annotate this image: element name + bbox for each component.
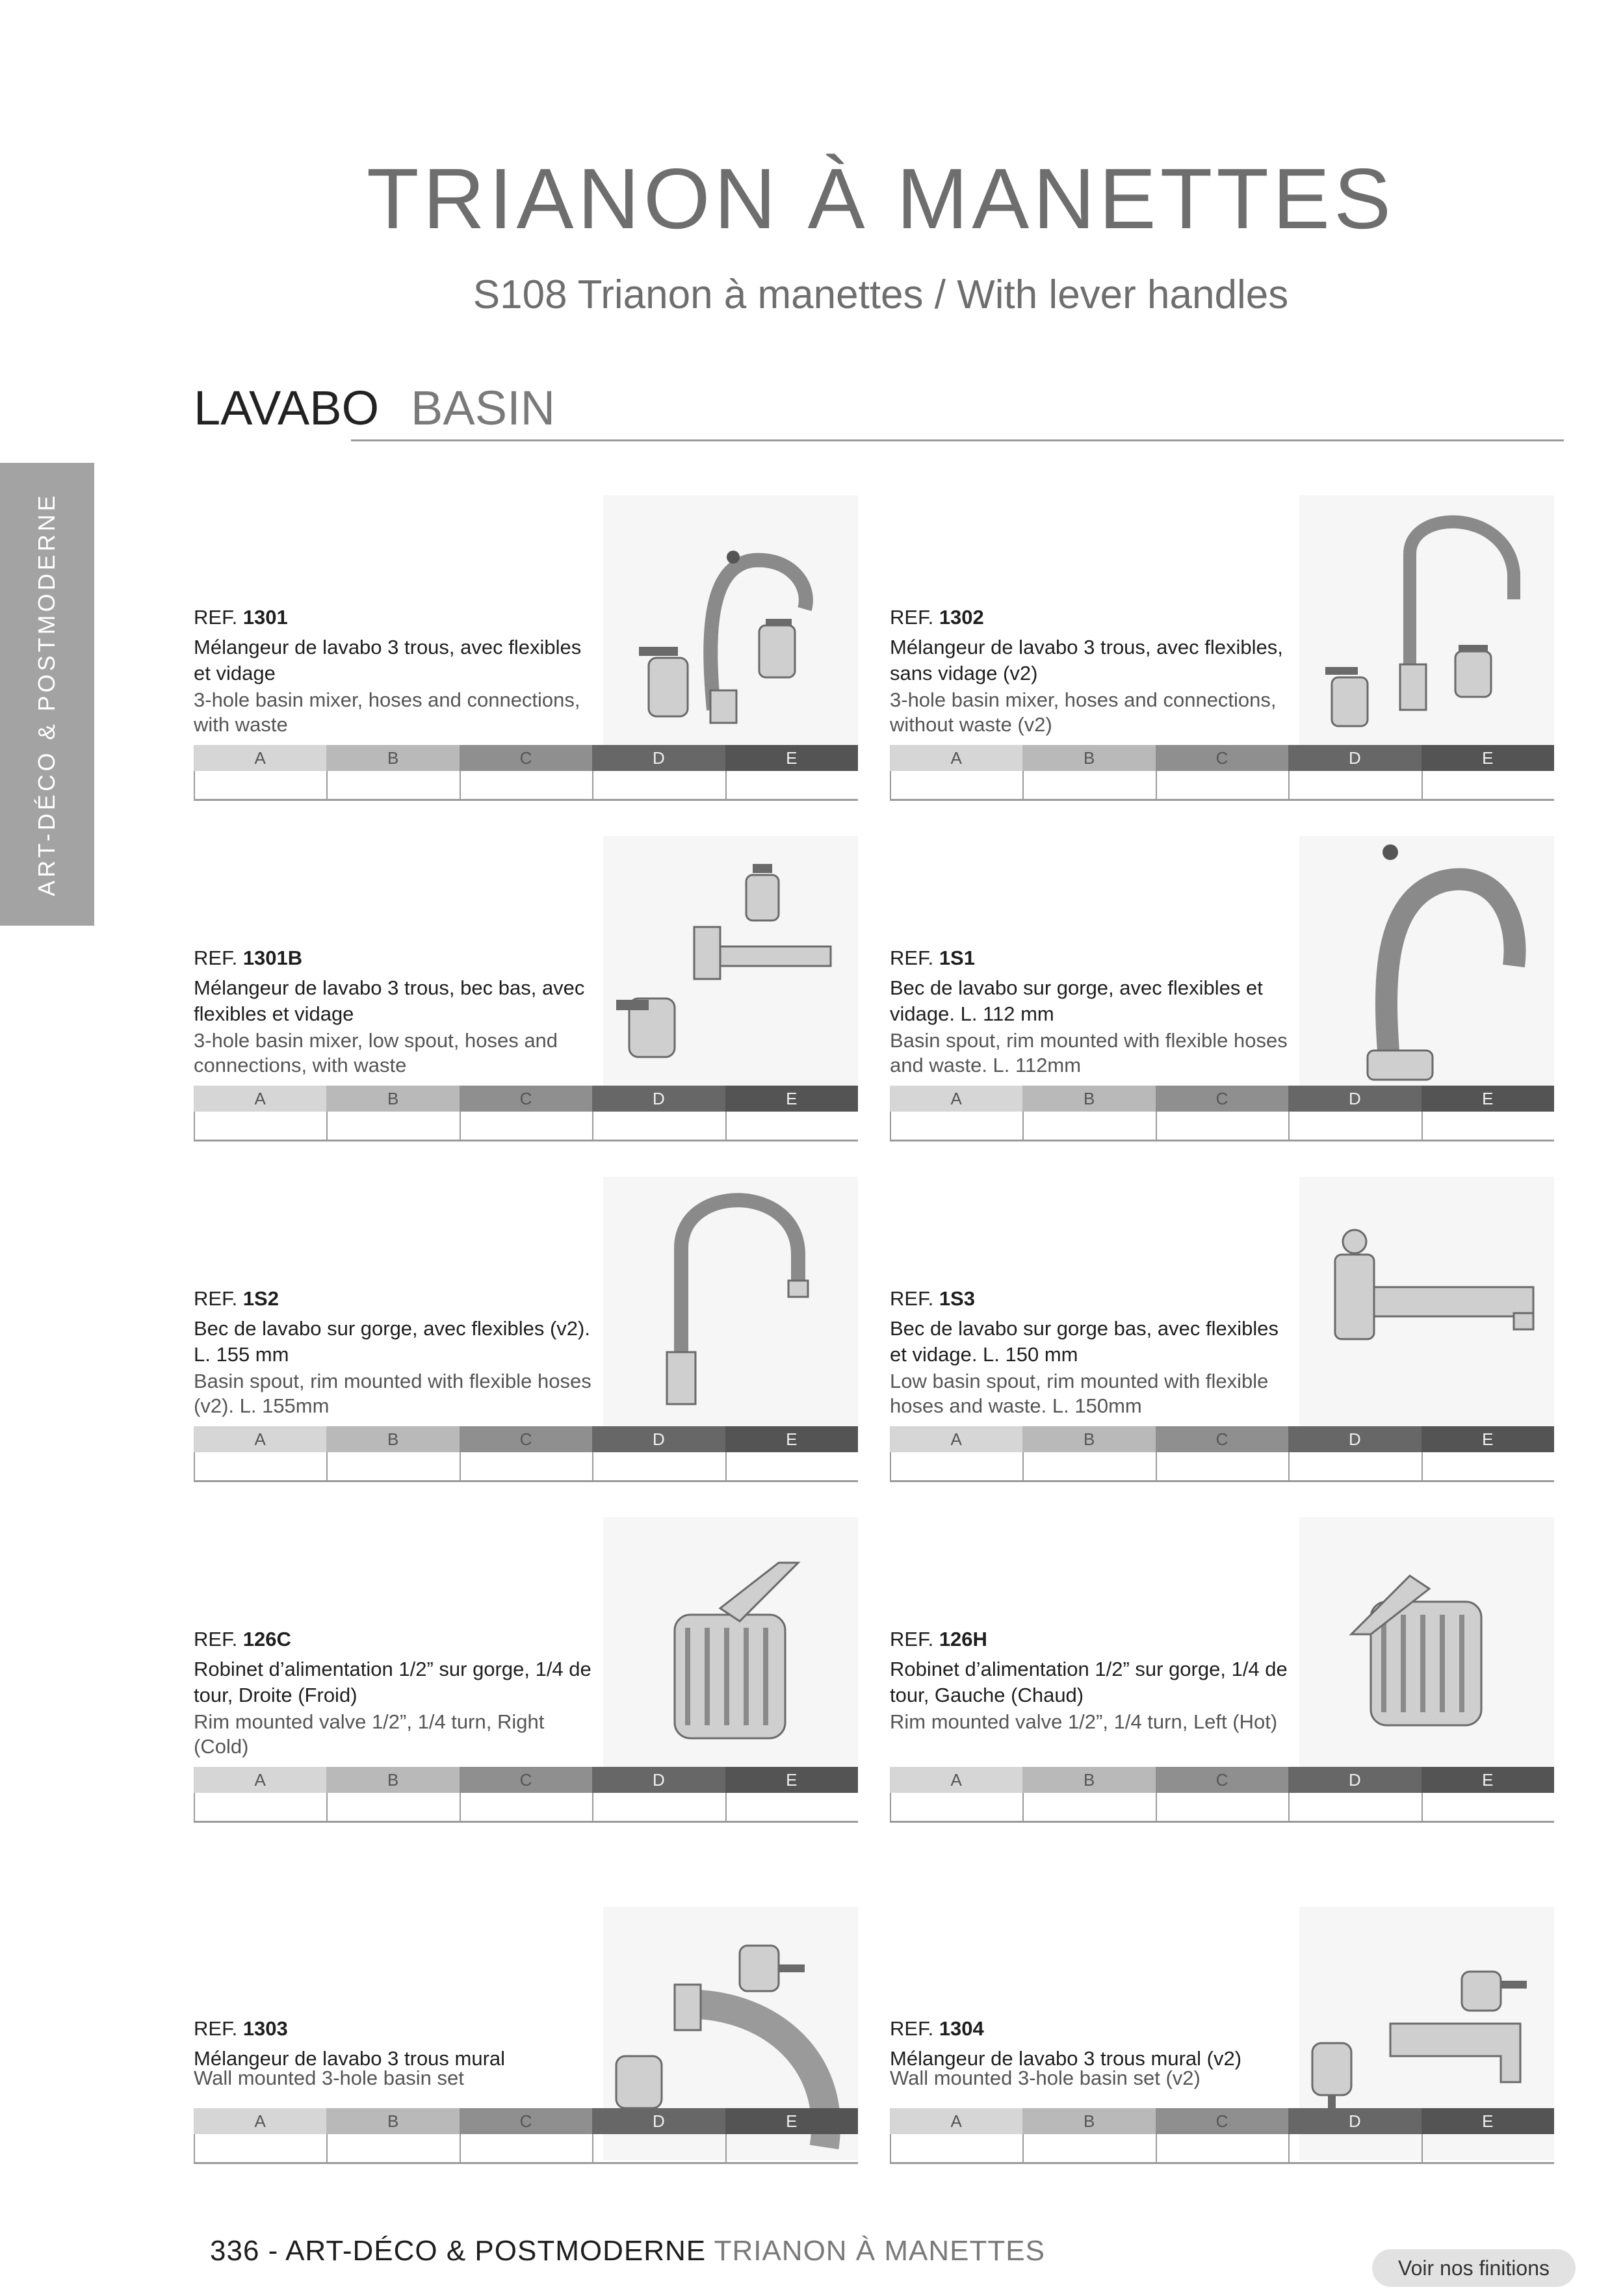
product-description-en: Wall mounted 3-hole basin set (v2) — [890, 2067, 1201, 2089]
finish-cell-b — [1022, 771, 1155, 799]
finish-header-a: A — [890, 1767, 1022, 1793]
product-ref-prefix: REF. — [194, 606, 238, 629]
finish-header-row — [194, 745, 858, 771]
finish-cell-c — [460, 1112, 592, 1140]
finish-table — [194, 1767, 858, 1823]
finish-cell-d — [1288, 1112, 1421, 1140]
finish-cell-b — [326, 1793, 459, 1821]
finish-header-a: A — [194, 745, 326, 771]
finish-header-d: D — [592, 1086, 725, 1112]
product-description-fr: Bec de lavabo sur gorge bas, avec flexibles et vidage. L. 150 mm — [890, 1317, 1279, 1366]
product-image — [603, 495, 858, 749]
product-ref — [194, 946, 302, 970]
finish-cell-d — [1288, 1793, 1421, 1821]
finish-header-row — [194, 1426, 858, 1452]
footer-collection: TRIANON À MANETTES — [714, 2235, 1045, 2267]
finish-cell-e — [725, 1112, 858, 1140]
finish-cell-c — [460, 2134, 592, 2162]
finish-cell-b — [1022, 1112, 1155, 1140]
product-description-fr: Mélangeur de lavabo 3 trous, bec bas, avec flexibles et vidage — [194, 976, 585, 1025]
product-ref-prefix: REF. — [890, 606, 934, 629]
product-description-en: 3-hole basin mixer, low spout, hoses and connections, with waste — [194, 1029, 558, 1076]
finish-cell-b — [1022, 1793, 1155, 1821]
finish-cell-c — [1156, 771, 1288, 799]
finish-header-d: D — [1288, 1086, 1421, 1112]
finish-header-c: C — [460, 2108, 592, 2134]
product-description-en: Basin spout, rim mounted with flexible hoses (v2). L. 155mm — [194, 1370, 591, 1417]
finish-cell-a — [890, 1793, 1022, 1821]
finish-header-d: D — [592, 1426, 725, 1452]
product-ref — [890, 1287, 975, 1311]
product-image — [1299, 1177, 1554, 1430]
product-image — [603, 1177, 858, 1430]
finish-header-c: C — [1156, 1767, 1288, 1793]
finish-header-a: A — [890, 1086, 1022, 1112]
finish-cell-c — [1156, 1793, 1288, 1821]
product-description-en: Low basin spout, rim mounted with flexible hoses and waste. L. 150mm — [890, 1370, 1269, 1417]
product-card — [194, 836, 858, 1148]
finish-cell-e — [1422, 2134, 1554, 2162]
finish-header-a: A — [194, 2108, 326, 2134]
finish-cell-a — [194, 1112, 326, 1140]
product-image — [1299, 495, 1554, 749]
product-description-en: 3-hole basin mixer, hoses and connections, without waste (v2) — [890, 688, 1277, 736]
finish-cell-c — [1156, 1112, 1288, 1140]
finish-header-c: C — [1156, 2108, 1288, 2134]
product-card — [194, 1517, 858, 1829]
finish-cell-e — [725, 2134, 858, 2162]
product-ref-prefix: REF. — [194, 946, 238, 969]
finish-header-b: B — [326, 745, 459, 771]
finish-cell-a — [194, 771, 326, 799]
low-basin-spout-icon — [1299, 1177, 1554, 1430]
finish-cell-a — [194, 1793, 326, 1821]
product-ref-number: 1S3 — [939, 1287, 975, 1310]
finish-cell-a — [890, 2134, 1022, 2162]
finish-cell-b — [1022, 2134, 1155, 2162]
product-ref-number: 1303 — [242, 2017, 288, 2040]
finish-cell-c — [1156, 2134, 1288, 2162]
finish-header-e: E — [1422, 1767, 1554, 1793]
finish-header-row — [890, 745, 1554, 771]
finish-value-row — [194, 1452, 858, 1482]
finish-table — [890, 1426, 1554, 1482]
finish-header-row — [890, 1426, 1554, 1452]
finish-cell-a — [194, 1452, 326, 1480]
finish-cell-b — [326, 2134, 459, 2162]
product-description-fr: Mélangeur de lavabo 3 trous mural (v2) — [890, 2047, 1242, 2070]
finish-cell-d — [1288, 1452, 1421, 1480]
finish-header-e: E — [725, 745, 858, 771]
page-footer — [210, 2235, 1045, 2267]
finish-cell-b — [326, 1452, 459, 1480]
finish-cell-d — [1288, 771, 1421, 799]
finish-header-e: E — [725, 1767, 858, 1793]
finish-header-c: C — [460, 745, 592, 771]
finish-cell-d — [592, 1793, 725, 1821]
finish-cell-d — [1288, 2134, 1421, 2162]
finish-cell-e — [1422, 771, 1554, 799]
finish-header-d: D — [592, 745, 725, 771]
product-description-fr: Bec de lavabo sur gorge, avec flexibles et vidage. L. 112 mm — [890, 976, 1263, 1025]
finish-cell-c — [1156, 1452, 1288, 1480]
finish-header-c: C — [1156, 1426, 1288, 1452]
product-description-en: Basin spout, rim mounted with flexible hoses and waste. L. 112mm — [890, 1029, 1288, 1076]
product-ref — [890, 2017, 984, 2041]
finish-header-d: D — [592, 2108, 725, 2134]
finish-table — [890, 745, 1554, 801]
finish-header-b: B — [326, 1086, 459, 1112]
finish-value-row — [890, 771, 1554, 801]
finish-cell-d — [592, 1452, 725, 1480]
product-description-fr: Mélangeur de lavabo 3 trous, avec flexibles, sans vidage (v2) — [890, 636, 1283, 685]
finish-header-d: D — [1288, 2108, 1421, 2134]
product-card — [890, 495, 1554, 807]
finish-header-c: C — [1156, 1086, 1288, 1112]
product-card — [194, 495, 858, 807]
product-description-fr: Mélangeur de lavabo 3 trous, avec flexibles et vidage — [194, 636, 582, 685]
finish-value-row — [194, 1793, 858, 1823]
finish-value-row — [194, 771, 858, 801]
finish-header-b: B — [326, 2108, 459, 2134]
product-ref-prefix: REF. — [194, 1287, 238, 1310]
product-image — [1299, 836, 1554, 1089]
finish-header-a: A — [890, 1426, 1022, 1452]
product-ref-number: 1S2 — [242, 1287, 279, 1310]
finish-header-c: C — [460, 1426, 592, 1452]
product-ref — [194, 2017, 288, 2041]
finish-header-row — [194, 1767, 858, 1793]
finish-header-e: E — [1422, 1086, 1554, 1112]
three-hole-basin-mixer-icon — [603, 495, 858, 749]
finish-cell-e — [1422, 1112, 1554, 1140]
three-hole-low-spout-mixer-icon — [603, 836, 858, 1089]
view-finishes-button[interactable]: Voir nos finitions — [1372, 2249, 1576, 2287]
product-ref — [194, 606, 288, 629]
product-description-fr: Robinet d’alimentation 1/2” sur gorge, 1/4 de tour, Gauche (Chaud) — [890, 1658, 1288, 1706]
finish-header-e: E — [725, 1426, 858, 1452]
finish-header-c: C — [460, 1767, 592, 1793]
finish-header-d: D — [1288, 1767, 1421, 1793]
product-ref-number: 1S1 — [939, 946, 975, 969]
product-ref-number: 1304 — [939, 2017, 984, 2040]
finish-header-c: C — [460, 1086, 592, 1112]
finish-cell-b — [326, 1112, 459, 1140]
finish-table — [890, 2108, 1554, 2164]
finish-header-e: E — [1422, 1426, 1554, 1452]
product-ref — [890, 946, 975, 970]
section-divider — [351, 439, 1564, 441]
finish-table — [194, 745, 858, 801]
product-description-en: Wall mounted 3-hole basin set — [194, 2067, 464, 2089]
product-description-en: Rim mounted valve 1/2”, 1/4 turn, Right (Cold) — [194, 1710, 545, 1758]
finish-cell-c — [460, 1452, 592, 1480]
section-title-en: BASIN — [411, 381, 556, 435]
finish-cell-a — [890, 771, 1022, 799]
finish-header-row — [194, 1086, 858, 1112]
product-ref — [890, 1628, 987, 1651]
valve-right-icon — [603, 1517, 858, 1771]
finish-cell-b — [326, 771, 459, 799]
product-card — [890, 836, 1554, 1148]
finish-header-a: A — [194, 1426, 326, 1452]
finish-header-b: B — [1022, 2108, 1155, 2134]
product-ref-number: 1301B — [242, 946, 303, 969]
finish-value-row — [890, 1793, 1554, 1823]
finish-header-c: C — [1156, 745, 1288, 771]
finish-header-row — [890, 1086, 1554, 1112]
finish-value-row — [194, 1112, 858, 1141]
finish-value-row — [890, 2134, 1554, 2164]
finish-header-row — [890, 2108, 1554, 2134]
product-ref-prefix: REF. — [890, 1628, 934, 1650]
finish-table — [890, 1767, 1554, 1823]
finish-header-e: E — [725, 2108, 858, 2134]
finish-cell-a — [194, 2134, 326, 2162]
finish-value-row — [194, 2134, 858, 2164]
product-image — [603, 1517, 858, 1771]
product-image — [603, 836, 858, 1089]
finish-cell-e — [725, 771, 858, 799]
finish-header-row — [890, 1767, 1554, 1793]
finish-table — [194, 1426, 858, 1482]
section-title-fr: LAVABO — [194, 381, 380, 435]
product-card — [194, 1907, 858, 2219]
finish-header-d: D — [1288, 745, 1421, 771]
finish-header-b: B — [326, 1767, 459, 1793]
finish-cell-e — [725, 1452, 858, 1480]
product-card — [194, 1177, 858, 1489]
finish-header-b: B — [1022, 1086, 1155, 1112]
valve-left-icon — [1299, 1517, 1554, 1771]
finish-cell-a — [890, 1112, 1022, 1140]
product-ref-prefix: REF. — [194, 1628, 238, 1650]
finish-cell-d — [592, 771, 725, 799]
product-description-fr: Mélangeur de lavabo 3 trous mural — [194, 2047, 506, 2070]
product-ref-prefix: REF. — [890, 1287, 934, 1310]
tall-basin-spout-icon — [603, 1177, 858, 1430]
product-card — [890, 1907, 1554, 2219]
finish-table — [194, 1086, 858, 1141]
finish-value-row — [890, 1452, 1554, 1482]
finish-cell-c — [460, 1793, 592, 1821]
product-card — [890, 1517, 1554, 1829]
product-card — [890, 1177, 1554, 1489]
product-ref-number: 1301 — [242, 606, 288, 629]
product-description-en: Rim mounted valve 1/2”, 1/4 turn, Left (Hot) — [890, 1710, 1278, 1733]
finish-cell-e — [1422, 1452, 1554, 1480]
product-ref — [890, 606, 984, 629]
finish-header-b: B — [1022, 745, 1155, 771]
product-ref-prefix: REF. — [890, 946, 934, 969]
finish-header-e: E — [1422, 2108, 1554, 2134]
finish-header-b: B — [326, 1426, 459, 1452]
product-ref-prefix: REF. — [194, 2017, 238, 2040]
finish-cell-c — [460, 771, 592, 799]
finish-cell-d — [592, 2134, 725, 2162]
page-title: TRIANON À MANETTES — [366, 151, 1396, 246]
basin-spout-icon — [1299, 836, 1554, 1089]
product-ref-number: 126C — [242, 1628, 291, 1650]
finish-header-d: D — [592, 1767, 725, 1793]
finish-cell-d — [592, 1112, 725, 1140]
finish-cell-a — [890, 1452, 1022, 1480]
product-ref-number: 126H — [939, 1628, 987, 1650]
product-ref-number: 1302 — [939, 606, 984, 629]
product-ref-prefix: REF. — [890, 2017, 934, 2040]
finish-header-d: D — [1288, 1426, 1421, 1452]
finish-header-row — [194, 2108, 858, 2134]
finish-table — [194, 2108, 858, 2164]
product-description-fr: Bec de lavabo sur gorge, avec flexibles (v2). L. 155 mm — [194, 1317, 590, 1366]
side-category-tab — [0, 463, 94, 926]
product-description-fr: Robinet d’alimentation 1/2” sur gorge, 1/4 de tour, Droite (Froid) — [194, 1658, 591, 1706]
product-image — [1299, 1517, 1554, 1771]
finish-header-a: A — [890, 2108, 1022, 2134]
product-description-en: 3-hole basin mixer, hoses and connections, with waste — [194, 688, 580, 736]
finish-table — [890, 1086, 1554, 1141]
side-category-label: ART-DÉCO & POSTMODERNE — [33, 492, 60, 896]
footer-page-section: 336 - ART-DÉCO & POSTMODERNE — [210, 2235, 707, 2267]
finish-cell-e — [1422, 1793, 1554, 1821]
page-subtitle: S108 Trianon à manettes / With lever handles — [473, 272, 1289, 317]
three-hole-mixer-tall-spout-icon — [1299, 495, 1554, 749]
product-ref — [194, 1628, 291, 1651]
finish-header-a: A — [890, 745, 1022, 771]
finish-header-a: A — [194, 1767, 326, 1793]
finish-header-b: B — [1022, 1767, 1155, 1793]
finish-header-e: E — [725, 1086, 858, 1112]
finish-header-a: A — [194, 1086, 326, 1112]
finish-value-row — [890, 1112, 1554, 1141]
product-ref — [194, 1287, 279, 1311]
finish-header-e: E — [1422, 745, 1554, 771]
finish-cell-b — [1022, 1452, 1155, 1480]
finish-cell-e — [725, 1793, 858, 1821]
finish-header-b: B — [1022, 1426, 1155, 1452]
